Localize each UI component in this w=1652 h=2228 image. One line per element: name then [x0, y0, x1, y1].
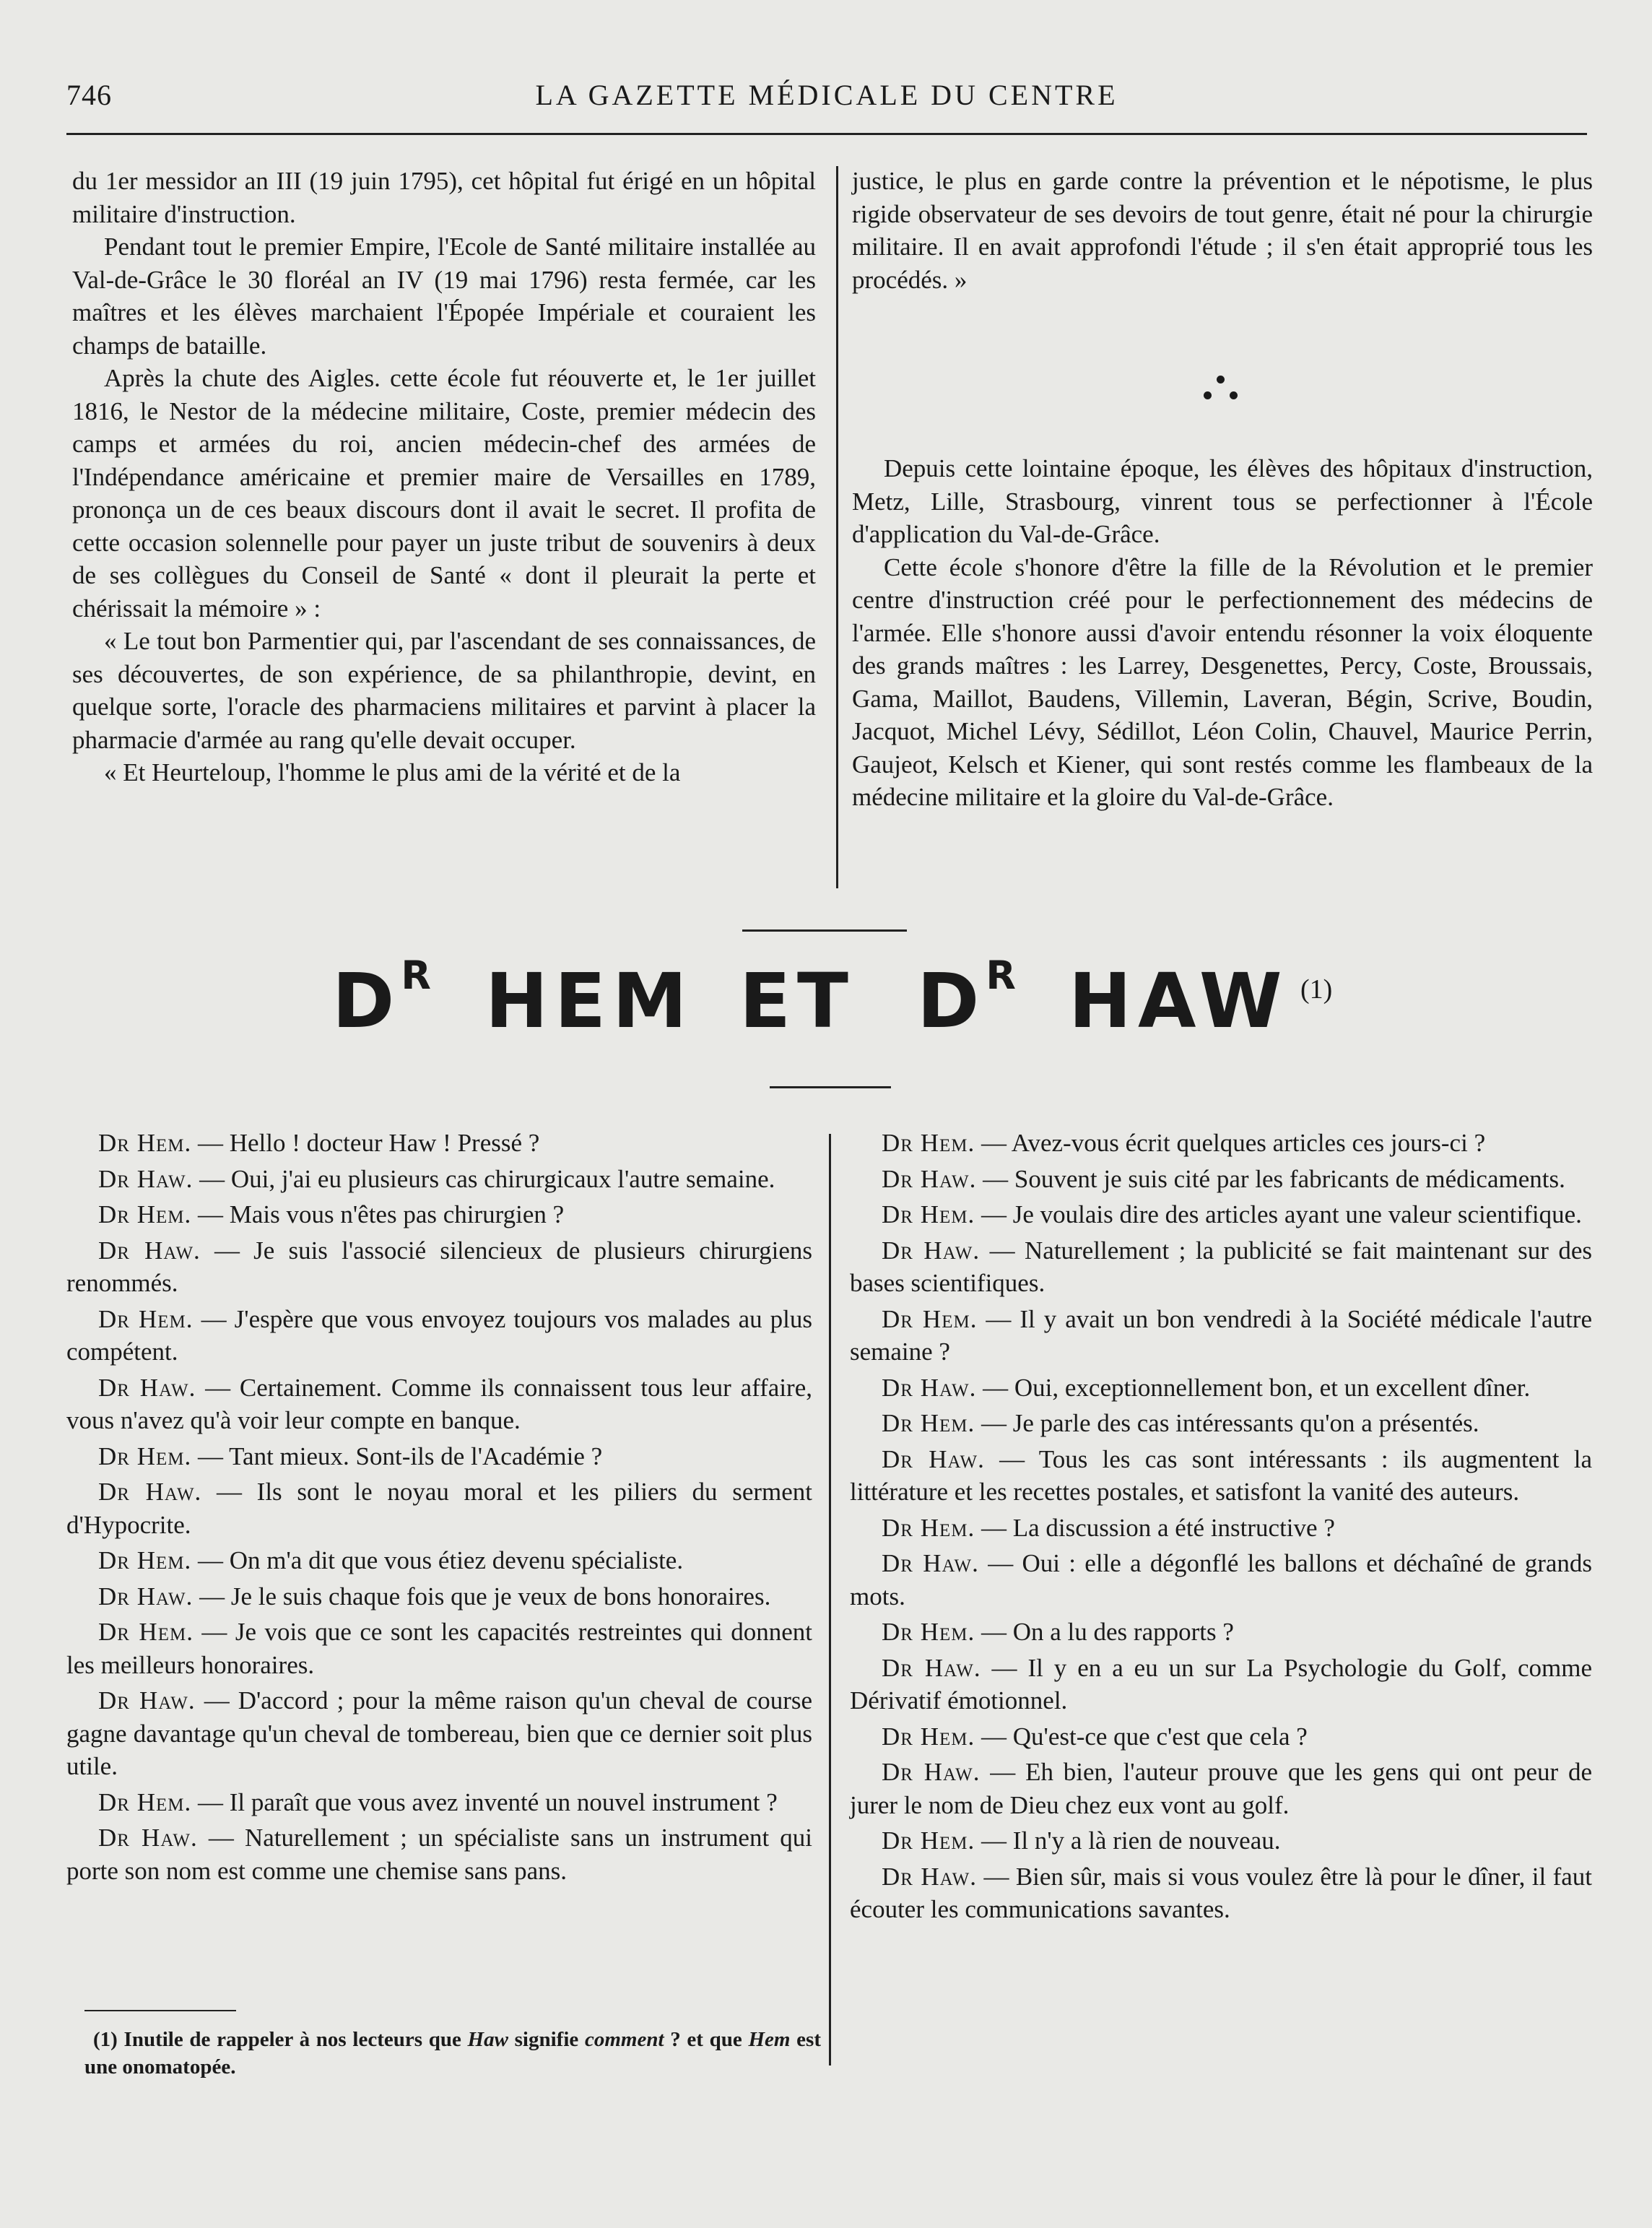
- dialogue-line: Dr Haw. — Souvent je suis cité par les fabricants de médicaments.: [882, 1164, 1565, 1193]
- speaker: Dr Haw.: [98, 1164, 194, 1193]
- paragraph: Depuis cette lointaine époque, les élèves des hôpitaux d'instruction, Metz, Lille, Strasbourg, vinrent tous se perfectionner à l'École d'application du Val-de-Grâce.: [852, 454, 1593, 548]
- dialogue-line: Dr Hem. — Il y avait un bon vendredi à la Société médicale l'autre semaine ?: [850, 1304, 1592, 1366]
- speaker: Dr Haw.: [882, 1758, 981, 1786]
- speaker: Dr Hem.: [882, 1409, 975, 1437]
- dialogue-line: Dr Hem. — Je voulais dire des articles ayant une valeur scientifique.: [882, 1200, 1582, 1228]
- speaker: Dr Haw.: [882, 1373, 977, 1402]
- dialogue-line: Dr Hem. — Je vois que ce sont les capacités restreintes qui donnent les meilleurs honoraires.: [66, 1618, 812, 1679]
- dialogue-line: Dr Haw. — Oui, exceptionnellement bon, et un excellent dîner.: [882, 1373, 1531, 1402]
- speaker: Dr Hem.: [882, 1618, 975, 1646]
- title-dr-1: $D^R$: [332, 953, 438, 1045]
- dialogue-line: Dr Haw. — Naturellement ; la publicité se fait maintenant sur des bases scientifiques.: [850, 1236, 1593, 1297]
- speaker: Dr Hem.: [98, 1618, 194, 1646]
- paragraph: du 1er messidor an III (19 juin 1795), cet hôpital fut érigé en un hôpital militaire d'instruction.: [72, 167, 816, 228]
- speaker: Dr Hem.: [98, 1129, 192, 1157]
- section-separator: [1201, 376, 1244, 412]
- speaker: Dr Hem.: [882, 1200, 975, 1228]
- dialogue-line: Dr Hem. — Je parle des cas intéressants qu'on a présentés.: [882, 1409, 1479, 1437]
- speaker: Dr Hem.: [882, 1513, 975, 1542]
- title-et: ET: [739, 957, 855, 1045]
- dialogue-line: Dr Hem. — J'espère que vous envoyez toujours vos malades au plus compétent.: [66, 1304, 813, 1366]
- paragraph: Après la chute des Aigles. cette école fut réouverte et, le 1er juillet 1816, le Nestor de la médecine militaire, Coste, premier médecin des camps et armées du roi, ancien médecin-chef des armées de l'Indépendance américaine et premier maire de Versailles en 1789, prononça un de ces beaux discours dont il avait le secret. Il profita de cette occasion solennelle pour payer un juste tribut de souvenirs à deux de ses collègues du Conseil de Santé « dont il pleurait la perte et chérissait la mémoire » :: [72, 364, 816, 623]
- speaker: Dr Haw.: [882, 1653, 981, 1682]
- speaker: Dr Haw.: [882, 1236, 981, 1265]
- speaker: Dr Haw.: [882, 1549, 979, 1577]
- paragraph: Cette école s'honore d'être la fille de la Révolution et le premier centre d'instruction créé pour le perfectionnement des médecins de l'armée. Elle s'honore aussi d'avoir entendu résonner la voix éloquente des grands maîtres : les Larrey, Desgenettes, Percy, Coste, Broussais, Gama, Maillot, Baudens, Villemin, Laveran, Bégin, Scrive, Boudin, Jacquot, Michel Lévy, Sédillot, Léon Colin, Chauvel, Maurice Perrin, Gaujeot, Kelsch et Kiener, qui sont restés comme les flambeaux de la médecine militaire et la gloire du Val-de-Grâce.: [852, 552, 1593, 811]
- dialogue-line: Dr Haw. — Naturellement ; un spécialiste sans un instrument qui porte son nom est comme une chemise sans pans.: [66, 1824, 813, 1885]
- dialogue-line: Dr Haw. — Tous les cas sont intéressants : ils augmentent la littérature et les recettes postales, et satisfont la vanité des auteurs.: [850, 1444, 1592, 1506]
- article-title: [217, 953, 1372, 1065]
- dialogue-line: Dr Haw. — Bien sûr, mais si vous voulez être là pour le dîner, il faut écouter les communications savantes.: [850, 1862, 1593, 1923]
- footnote-rule: [84, 2010, 236, 2011]
- speaker: Dr Haw.: [98, 1478, 202, 1506]
- page-number: 746: [66, 79, 112, 111]
- speaker: Dr Hem.: [882, 1826, 975, 1855]
- dialogue-line: Dr Haw. — Eh bien, l'auteur prouve que les gens qui ont peur de jurer le nom de Dieu chez eux vont au golf.: [850, 1758, 1592, 1819]
- dialogue-line: Dr Haw. — Je le suis chaque fois que je veux de bons honoraires.: [98, 1582, 771, 1611]
- running-title: LA GAZETTE MÉDICALE DU CENTRE: [535, 79, 1118, 111]
- top-left-column: [72, 165, 816, 789]
- dialogue-line: Dr Haw. — Oui : elle a dégonflé les ballons et déchaîné de grands mots.: [850, 1549, 1593, 1611]
- paragraph: Pendant tout le premier Empire, l'Ecole de Santé militaire installée au Val-de-Grâce le 30 floréal an IV (19 mai 1796) resta fermée, car les maîtres et les élèves marchaient l'Épopée Impériale et couraient les champs de bataille.: [72, 233, 816, 360]
- footnote: (1) Inutile de rappeler à nos lecteurs que Haw signifie comment ? et que Hem est une onomatopée.: [84, 2028, 821, 2079]
- speaker: Dr Haw.: [98, 1582, 194, 1611]
- speaker: Dr Haw.: [98, 1373, 196, 1402]
- title-rule-bottom: [770, 1086, 891, 1088]
- dialogue-left-column: [66, 1127, 812, 1890]
- header-rule: [66, 133, 1587, 135]
- dialogue-line: Dr Hem. — On m'a dit que vous étiez devenu spécialiste.: [98, 1546, 684, 1574]
- speaker: Dr Haw.: [882, 1444, 985, 1473]
- speaker: Dr Haw.: [98, 1236, 201, 1265]
- dialogue-line: Dr Hem. — Mais vous n'êtes pas chirurgien ?: [98, 1200, 565, 1228]
- speaker: Dr Haw.: [882, 1862, 978, 1891]
- title-dr-2: $D^R$: [917, 953, 1022, 1045]
- paragraph: justice, le plus en garde contre la prévention et le népotisme, le plus rigide observateur de ses devoirs de tout genre, était né pour la chirurgie militaire. Il en avait approfondi l'étude ; il s'en était approprié tous les procédés. »: [852, 167, 1593, 294]
- dialogue-line: Dr Hem. — Il n'y a là rien de nouveau.: [882, 1826, 1281, 1855]
- speaker: Dr Hem.: [98, 1787, 192, 1816]
- dialogue-line: Dr Haw. — Il y en a eu un sur La Psychologie du Golf, comme Dérivatif émotionnel.: [850, 1653, 1593, 1715]
- dialogue-line: Dr Haw. — Je suis l'associé silencieux de plusieurs chirurgiens renommés.: [66, 1236, 812, 1297]
- speaker: Dr Hem.: [98, 1442, 192, 1470]
- column-divider-top: [836, 166, 838, 888]
- column-divider-bottom: [829, 1134, 831, 2066]
- speaker: Dr Hem.: [882, 1304, 978, 1333]
- speaker: Dr Haw.: [98, 1686, 196, 1715]
- dialogue-line: Dr Hem. — Il paraît que vous avez inventé un nouvel instrument ?: [98, 1787, 778, 1816]
- dialogue-line: Dr Haw. — Oui, j'ai eu plusieurs cas chirurgicaux l'autre semaine.: [98, 1164, 775, 1193]
- speaker: Dr Hem.: [98, 1200, 192, 1228]
- dialogue-line: Dr Haw. — Ils sont le noyau moral et les piliers du serment d'Hypocrite.: [66, 1478, 813, 1539]
- title-hem: HEM: [485, 957, 694, 1045]
- top-right-column: [852, 165, 1593, 296]
- dialogue-line: Dr Haw. — Certainement. Comme ils connaissent tous leur affaire, vous n'avez qu'à voir leur compte en banque.: [66, 1373, 812, 1434]
- title-haw: HAW: [1069, 957, 1289, 1045]
- speaker: Dr Hem.: [98, 1304, 194, 1333]
- dialogue-line: Dr Haw. — D'accord ; pour la même raison qu'un cheval de course gagne davantage qu'un cheval de tombereau, bien que ce dernier soit plus utile.: [66, 1686, 813, 1780]
- dialogue-line: Dr Hem. — Avez-vous écrit quelques articles ces jours-ci ?: [882, 1129, 1486, 1157]
- dialogue-line: Dr Hem. — La discussion a été instructive ?: [882, 1513, 1335, 1542]
- page-header: [66, 78, 1587, 129]
- paragraph: « Le tout bon Parmentier qui, par l'ascendant de ses connaissances, de ses découvertes, de son expérience, de sa philanthropie, devint, en quelque sorte, l'oracle des pharmaciens militaires et parvint à placer la pharmacie d'armée au rang qu'elle devait occuper.: [72, 627, 816, 754]
- dialogue-line: Dr Hem. — Tant mieux. Sont-ils de l'Académie ?: [98, 1442, 603, 1470]
- title-footnote-mark: (1): [1300, 974, 1333, 1005]
- speaker: Dr Hem.: [98, 1546, 192, 1574]
- speaker: Dr Hem.: [882, 1129, 975, 1157]
- dialogue-line: Dr Hem. — Qu'est-ce que c'est que cela ?: [882, 1722, 1308, 1751]
- paragraph: « Et Heurteloup, l'homme le plus ami de la vérité et de la: [104, 758, 681, 786]
- speaker: Dr Haw.: [882, 1164, 977, 1193]
- speaker: Dr Haw.: [98, 1824, 198, 1852]
- dialogue-right-column: [850, 1127, 1592, 1929]
- dialogue-line: Dr Hem. — Hello ! docteur Haw ! Pressé ?: [98, 1129, 540, 1157]
- top-right-column-continued: [852, 452, 1593, 814]
- dialogue-line: Dr Hem. — On a lu des rapports ?: [882, 1618, 1234, 1646]
- title-rule-top: [742, 929, 907, 932]
- footnote-marker: (1): [93, 2028, 118, 2051]
- speaker: Dr Hem.: [882, 1722, 975, 1751]
